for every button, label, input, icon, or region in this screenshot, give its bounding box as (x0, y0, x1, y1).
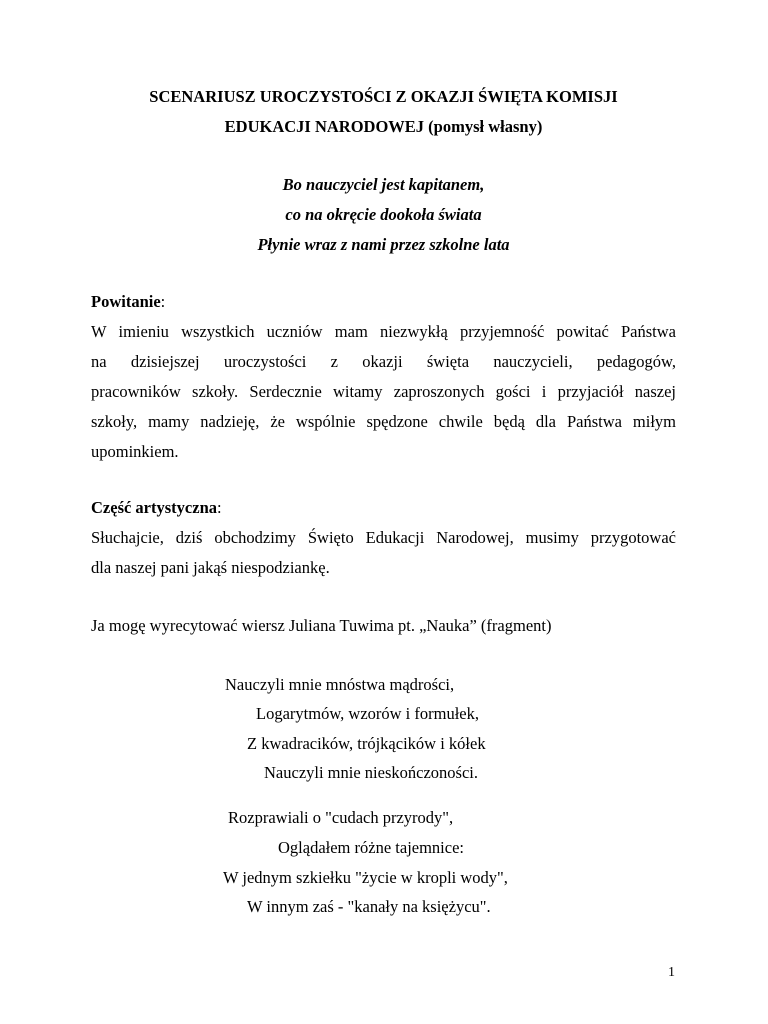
artistic-paragraph (91, 523, 676, 583)
poem-line: Nauczyli mnie mnóstwa mądrości, (225, 675, 455, 694)
artistic-heading-label: Część artystyczna (91, 498, 217, 517)
poem-line: Nauczyli mnie nieskończoności. (264, 763, 478, 782)
document-title (91, 82, 676, 142)
title-line-2: EDUKACJI NARODOWEJ (pomysł własny) (224, 117, 543, 136)
welcome-line: upominkiem. (91, 442, 179, 461)
artistic-line: Słuchajcie, dziś obchodzimy Święto Edukacji Narodowej, musimy przygotować (91, 528, 676, 547)
welcome-heading-label: Powitanie (91, 292, 161, 311)
poem-line: Oglądałem różne tajemnice: (278, 838, 464, 857)
poem-intro: Ja mogę wyrecytować wiersz Juliana Tuwima pt. „Nauka” (fragment) (91, 616, 552, 635)
title-line-1: SCENARIUSZ UROCZYSTOŚCI Z OKAZJI ŚWIĘTA KOMISJI (149, 87, 618, 106)
poem-line: Rozprawiali o "cudach przyrody", (228, 808, 454, 827)
welcome-line: W imieniu wszystkich uczniów mam niezwykłą przyjemność powitać Państwa (91, 322, 676, 341)
motto-line-2: co na okręcie dookoła świata (285, 205, 482, 224)
poem-line: W innym zaś - "kanały na księżycu". (247, 897, 491, 916)
poem-line: Z kwadracików, trójkącików i kółek (247, 734, 486, 753)
motto (91, 170, 676, 260)
welcome-heading-colon: : (160, 292, 166, 311)
poem-line: W jednym szkiełku "życie w kropli wody", (223, 868, 508, 887)
welcome-line: pracowników szkoły. Serdecznie witamy zaproszonych gości i przyjaciół naszej (91, 382, 676, 401)
motto-line-3: Płynie wraz z nami przez szkolne lata (257, 235, 510, 254)
welcome-line: na dzisiejszej uroczystości z okazji święta nauczycieli, pedagogów, (91, 352, 676, 371)
artistic-line: dla naszej pani jakąś niespodziankę. (91, 558, 330, 577)
welcome-heading (91, 287, 165, 317)
poem-line: Logarytmów, wzorów i formułek, (256, 704, 479, 723)
artistic-heading (91, 493, 222, 523)
welcome-paragraph (91, 317, 676, 467)
artistic-heading-colon: : (217, 498, 222, 517)
motto-line-1: Bo nauczyciel jest kapitanem, (282, 175, 485, 194)
page-number: 1 (668, 965, 675, 980)
welcome-line: szkoły, mamy nadzieję, że wspólnie spędzone chwile będą dla Państwa miłym (91, 412, 676, 431)
